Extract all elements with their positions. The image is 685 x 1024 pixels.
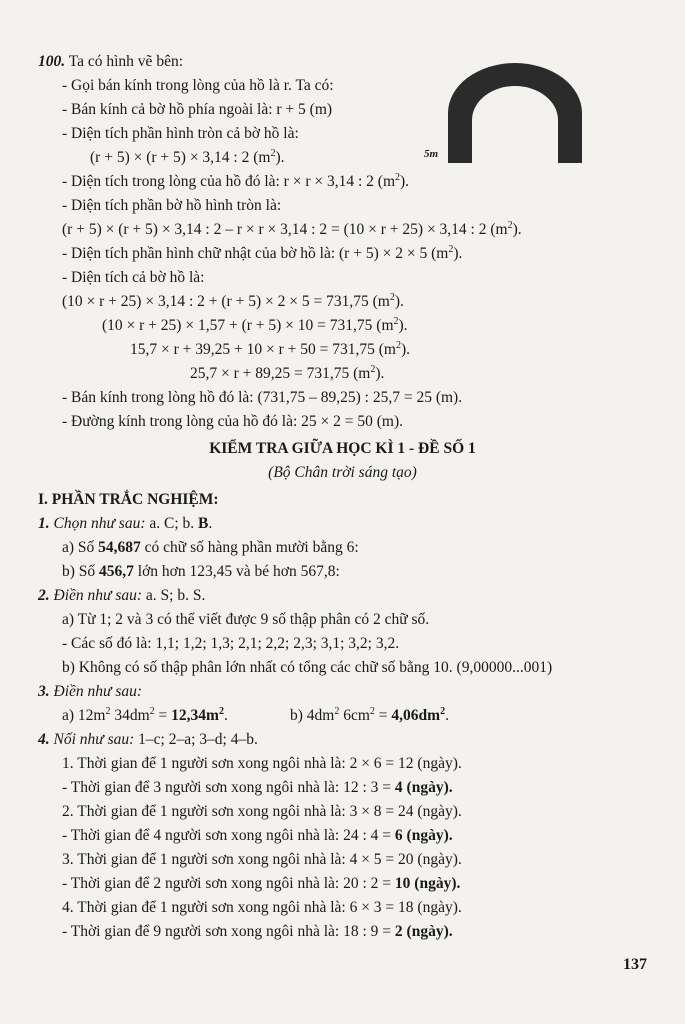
answer-line: b) Không có số thập phân lớn nhất có tổng các chữ số bằng 10. (9,00000...001)	[62, 659, 553, 676]
question-1: 1. Chọn như sau: a. C; b. B.	[38, 515, 213, 532]
answer-line: a) $12m^2$ $34dm^2 = 12,34m^2$.	[62, 705, 228, 724]
text-line: - Diện tích phần bờ hồ hình tròn là:	[62, 197, 282, 214]
formula-line: (10 × r + 25) × 1,57 + (r + 5) × 10 = 731,75 $(m^2)$.	[102, 315, 408, 334]
problem-100-intro: 100. Ta có hình vẽ bên:	[38, 53, 184, 70]
formula-line: (r + 5) × (r + 5) × 3,14 : 2 $(m^2)$.	[90, 147, 285, 166]
text-line: - Diện tích phần hình chữ nhật của bờ hồ là: (r + 5) × 2 × 5 $(m^2)$.	[62, 243, 463, 262]
answer-line: - Thời gian để 4 người sơn xong ngôi nhà là: 24 : 4 = 6 (ngày).	[62, 827, 453, 844]
answer-line: 2. Thời gian để 1 người sơn xong ngôi nhà là: 3 × 8 = 24 (ngày).	[62, 803, 462, 820]
text-line: - Diện tích cả bờ hồ là:	[62, 269, 205, 286]
problem-number: 100.	[38, 53, 66, 70]
answer-line: 4. Thời gian để 1 người sơn xong ngôi nhà là: 6 × 3 = 18 (ngày).	[62, 899, 462, 916]
lake-figure	[420, 58, 610, 168]
question-4: 4. Nối như sau: 1–c; 2–a; 3–d; 4–b.	[38, 731, 258, 748]
lake-bank-shape	[448, 63, 582, 163]
section-heading: I. PHẦN TRẮC NGHIỆM:	[38, 491, 219, 508]
question-3: 3. Điền như sau:	[38, 683, 143, 700]
text-line: - Bán kính trong lòng hồ đó là: (731,75 – 89,25) : 25,7 = 25 (m).	[62, 389, 463, 406]
answer-line: - Thời gian để 9 người sơn xong ngôi nhà là: 18 : 9 = 2 (ngày).	[62, 923, 453, 940]
formula-line: 25,7 × r + 89,25 = 731,75 $(m^2)$.	[190, 363, 385, 382]
formula-line: (r + 5) × (r + 5) × 3,14 : 2 – r × r × 3,14 : 2 = (10 × r + 25) × 3,14 : 2 $(m^2)$.	[62, 219, 522, 238]
figure-label: 5m	[424, 148, 439, 160]
exam-title: KIỂM TRA GIỮA HỌC KÌ 1 - ĐỀ SỐ 1	[209, 440, 476, 457]
answer-line: - Các số đó là: 1,1; 1,2; 1,3; 2,1; 2,2; 2,3; 3,1; 3,2; 3,2.	[62, 635, 400, 652]
answer-line: 3. Thời gian để 1 người sơn xong ngôi nhà là: 4 × 5 = 20 (ngày).	[62, 851, 462, 868]
exam-subtitle: (Bộ Chân trời sáng tạo)	[268, 464, 417, 481]
text-line: - Diện tích phần hình tròn cả bờ hồ là:	[62, 125, 299, 142]
text-line: - Diện tích trong lòng của hồ đó là: r × r × 3,14 : 2 $(m^2)$.	[62, 171, 410, 190]
answer-line: a) Số 54,687 có chữ số hàng phần mười bằng 6:	[62, 539, 359, 556]
answer-line: b) $4dm^2$ $6cm^2 = 4,06dm^2$.	[290, 705, 449, 724]
answer-line: - Thời gian để 3 người sơn xong ngôi nhà là: 12 : 3 = 4 (ngày).	[62, 779, 453, 796]
formula-line: (10 × r + 25) × 3,14 : 2 + (r + 5) × 2 × 5 = 731,75 $(m^2)$.	[62, 291, 404, 310]
answer-line: a) Từ 1; 2 và 3 có thể viết được 9 số thập phân có 2 chữ số.	[62, 611, 430, 628]
formula-line: 15,7 × r + 39,25 + 10 × r + 50 = 731,75 $(m^2)$.	[130, 339, 411, 358]
question-2: 2. Điền như sau: a. S; b. S.	[38, 587, 206, 604]
text-line: - Bán kính cả bờ hồ phía ngoài là: r + 5 (m)	[62, 101, 333, 118]
page-number: 137	[623, 956, 647, 973]
text-line: - Gọi bán kính trong lòng của hồ là r. Ta có:	[62, 77, 334, 94]
answer-line: 1. Thời gian để 1 người sơn xong ngôi nhà là: 2 × 6 = 12 (ngày).	[62, 755, 462, 772]
answer-line: - Thời gian để 2 người sơn xong ngôi nhà là: 20 : 2 = 10 (ngày).	[62, 875, 461, 892]
text-line: - Đường kính trong lòng của hồ đó là: 25 × 2 = 50 (m).	[62, 413, 404, 430]
answer-line: b) Số 456,7 lớn hơn 123,45 và bé hơn 567,8:	[62, 563, 340, 580]
